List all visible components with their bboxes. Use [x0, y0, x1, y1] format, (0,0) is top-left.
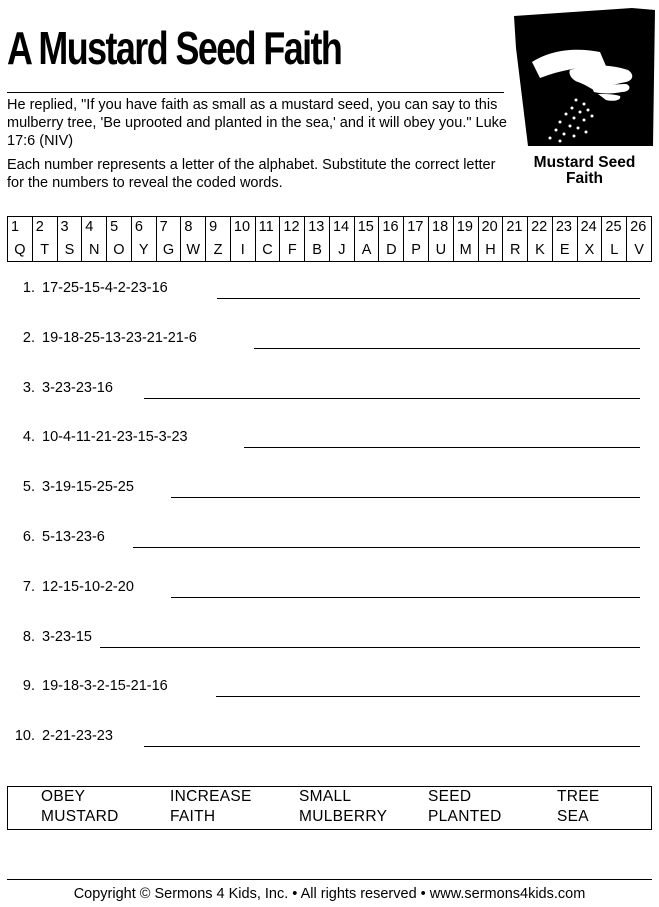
word-bank-word: SMALL	[299, 788, 352, 805]
coded-word: 3-23-15	[42, 628, 92, 645]
cipher-number: 2	[35, 219, 44, 235]
cipher-cell	[379, 217, 404, 261]
cipher-cell	[553, 217, 578, 261]
copyright-footer: Copyright © Sermons 4 Kids, Inc. • All rights reserved • www.sermons4kids.com	[73, 886, 586, 902]
answer-line[interactable]	[217, 298, 640, 299]
cipher-number: 18	[432, 219, 449, 235]
cipher-letter: M	[459, 242, 472, 258]
answer-line[interactable]	[244, 447, 640, 448]
answer-line[interactable]	[133, 547, 640, 548]
cipher-cell	[627, 217, 651, 261]
cipher-number: 6	[134, 219, 143, 235]
cipher-cell	[454, 217, 479, 261]
cipher-number: 3	[60, 219, 69, 235]
cipher-cell	[280, 217, 305, 261]
cipher-cell	[256, 217, 281, 261]
cipher-letter: E	[559, 242, 570, 258]
question-row	[7, 429, 652, 449]
answer-line[interactable]	[171, 597, 640, 598]
question-row	[7, 678, 652, 698]
cipher-number: 1	[11, 219, 20, 235]
cipher-cell	[82, 217, 107, 261]
cipher-letter: P	[411, 242, 421, 258]
cipher-key-table	[7, 216, 652, 262]
cipher-letter: Z	[213, 242, 223, 258]
cipher-cell	[107, 217, 132, 261]
question-row	[7, 529, 652, 549]
cipher-letter: O	[113, 242, 125, 258]
cipher-cell	[181, 217, 206, 261]
cipher-cell	[58, 217, 83, 261]
cipher-letter: I	[240, 242, 245, 258]
cipher-number: 20	[481, 219, 498, 235]
question-number: 6.	[22, 529, 35, 545]
cipher-number: 13	[308, 219, 325, 235]
cipher-number: 7	[159, 219, 168, 235]
cipher-letter: H	[485, 242, 496, 258]
cipher-cell	[231, 217, 256, 261]
coded-word: 3-23-23-16	[42, 379, 113, 396]
logo-caption-line: Mustard Seed	[533, 154, 636, 171]
logo-caption-line: Faith	[565, 170, 604, 187]
scripture-quote: He replied, "If you have faith as small as a mustard seed, you can say to this mulberry tree, 'Be uprooted and planted in the sea,' and it will obey you." Luke 17:6 (NIV)	[7, 97, 507, 149]
question-number: 10.	[14, 728, 35, 745]
question-row	[7, 380, 652, 400]
cipher-letter: A	[361, 242, 372, 258]
cipher-cell	[404, 217, 429, 261]
cipher-cell	[132, 217, 157, 261]
cipher-letter: C	[262, 242, 273, 258]
question-number: 3.	[22, 379, 35, 396]
cipher-number: 14	[332, 219, 350, 235]
word-bank-word: SEA	[557, 808, 589, 825]
cipher-number: 24	[580, 219, 597, 235]
coded-word: 10-4-11-21-23-15-3-23	[42, 429, 188, 446]
question-row	[7, 579, 652, 599]
cipher-cell	[206, 217, 231, 261]
question-number: 1.	[22, 280, 35, 296]
cipher-cell	[305, 217, 330, 261]
cipher-letter: K	[535, 242, 545, 258]
coded-word: 5-13-23-6	[42, 529, 105, 545]
word-bank-word: OBEY	[41, 788, 86, 805]
hand-sowing-seeds-icon	[514, 8, 655, 146]
cipher-letter: Q	[14, 242, 26, 258]
cipher-letter: G	[162, 242, 175, 258]
word-bank-word: MULBERRY	[299, 808, 388, 825]
cipher-cell	[429, 217, 454, 261]
cipher-letter: Y	[138, 242, 149, 258]
coded-word: 12-15-10-2-20	[42, 578, 134, 595]
answer-line[interactable]	[100, 647, 640, 648]
answer-line[interactable]	[171, 497, 640, 498]
answer-line[interactable]	[216, 696, 640, 697]
cipher-number: 15	[357, 219, 374, 235]
footer-divider	[7, 879, 652, 880]
word-bank-word: INCREASE	[170, 788, 252, 805]
cipher-number: 5	[110, 219, 119, 235]
cipher-letter: X	[584, 242, 595, 258]
word-bank-word: TREE	[557, 788, 600, 805]
word-bank-word: PLANTED	[428, 808, 502, 825]
cipher-number: 16	[382, 219, 399, 235]
cipher-letter: T	[40, 242, 50, 258]
cipher-number: 11	[258, 219, 274, 235]
cipher-number: 4	[85, 219, 94, 235]
word-bank-word: SEED	[428, 788, 472, 805]
question-row	[7, 728, 652, 748]
cipher-cell	[578, 217, 603, 261]
cipher-letter: F	[287, 242, 297, 258]
cipher-letter: D	[386, 242, 397, 258]
cipher-number: 19	[456, 219, 473, 235]
cipher-cell	[330, 217, 355, 261]
cipher-letter: U	[435, 242, 447, 258]
cipher-number: 23	[555, 219, 572, 235]
cipher-letter: V	[634, 242, 644, 258]
coded-word: 19-18-3-2-15-21-16	[42, 678, 168, 695]
word-bank	[7, 786, 652, 830]
question-row	[7, 629, 652, 649]
page-title: A Mustard Seed Faith	[7, 22, 342, 74]
cipher-number: 12	[283, 219, 300, 235]
logo-caption	[514, 155, 655, 187]
question-number: 5.	[22, 479, 35, 496]
coded-word: 17-25-15-4-2-23-16	[42, 280, 168, 296]
cipher-letter: R	[509, 242, 521, 258]
answer-line[interactable]	[144, 398, 640, 399]
cipher-letter: B	[312, 242, 322, 258]
answer-line[interactable]	[254, 348, 640, 349]
question-number: 2.	[22, 329, 35, 346]
instructions: Each number represents a letter of the alphabet. Substitute the correct letter for the numbers to reveal the coded words.	[7, 157, 496, 191]
cipher-cell	[8, 217, 33, 261]
cipher-number: 25	[605, 219, 622, 235]
coded-word: 19-18-25-13-23-21-21-6	[42, 329, 197, 346]
cipher-letter: L	[610, 242, 619, 258]
cipher-letter: J	[338, 242, 346, 258]
cipher-number: 26	[630, 219, 647, 235]
cipher-letter: S	[64, 242, 75, 258]
cipher-number: 8	[184, 219, 193, 235]
question-row	[7, 330, 652, 350]
cipher-cell	[33, 217, 58, 261]
coded-word: 2-21-23-23	[42, 728, 113, 745]
coded-word: 3-19-15-25-25	[42, 479, 134, 496]
cipher-letter: W	[186, 242, 201, 258]
answer-line[interactable]	[144, 746, 640, 747]
question-number: 9.	[22, 678, 35, 695]
title-divider	[7, 92, 504, 93]
question-number: 8.	[22, 628, 35, 645]
cipher-letter: N	[88, 242, 100, 258]
question-number: 7.	[22, 578, 35, 595]
cipher-number: 9	[209, 219, 218, 235]
word-bank-word: FAITH	[170, 808, 216, 825]
cipher-cell	[602, 217, 627, 261]
cipher-cell	[479, 217, 504, 261]
cipher-number: 21	[506, 219, 523, 235]
cipher-cell	[503, 217, 528, 261]
cipher-number: 17	[407, 219, 424, 235]
cipher-number: 10	[233, 219, 251, 235]
cipher-cell	[157, 217, 182, 261]
cipher-cell	[355, 217, 380, 261]
cipher-number: 22	[531, 219, 548, 235]
word-bank-word: MUSTARD	[41, 808, 119, 825]
question-row	[7, 479, 652, 499]
question-row	[7, 280, 652, 300]
cipher-cell	[528, 217, 553, 261]
question-number: 4.	[22, 429, 35, 446]
